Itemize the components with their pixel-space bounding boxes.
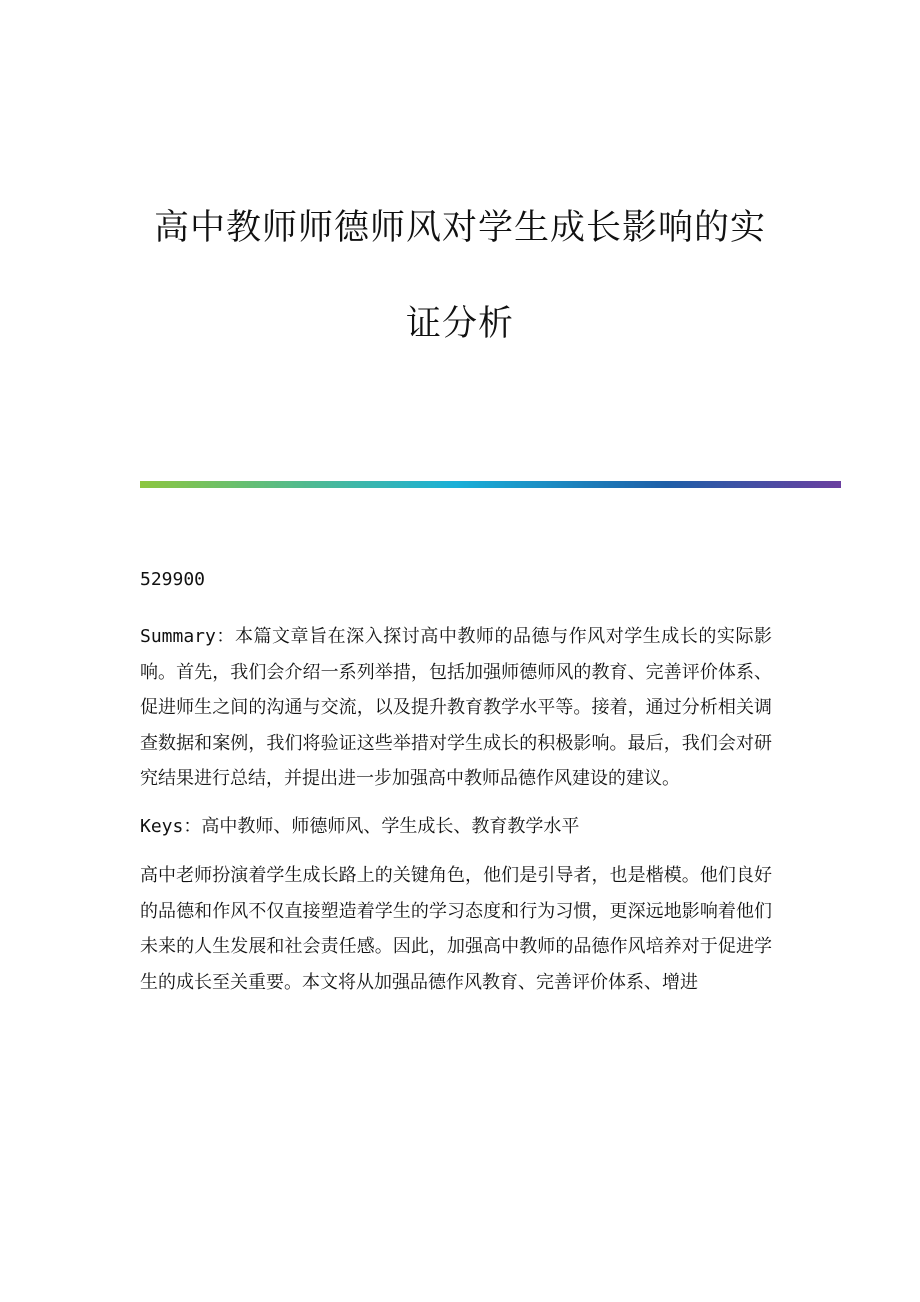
title-divider-rule: [140, 481, 841, 488]
title-line-2: 证分析: [405, 304, 514, 344]
summary-label: Summary：: [140, 626, 235, 647]
document-code: 529900: [140, 569, 206, 590]
keywords-line: [140, 809, 772, 845]
keys-text: 高中教师、师德师风、学生成长、教育教学水平: [201, 815, 580, 837]
keys-label: Keys：: [140, 815, 202, 837]
document-body: [140, 565, 772, 1012]
summary-paragraph: [140, 619, 772, 797]
summary-text: 本篇文章旨在深入探讨高中教师的品德与作风对学生成长的实际影响。首先，我们会介绍一系列举措，包括加强师德师风的教育、完善评价体系、促进师生之间的沟通与交流，以及提升教育教学水平等。接着，通过分析相关调查数据和案例，我们将验证这些举措对学生成长的积极影响。最后，我们会对研究结果进行总结，并提出进一步加强高中教师品德作风建设的建议。: [140, 626, 772, 789]
intro-paragraph: 高中老师扮演着学生成长路上的关键角色，他们是引导者，也是楷模。他们良好的品德和作风不仅直接塑造着学生的学习态度和行为习惯，更深远地影响着他们未来的人生发展和社会责任感。因此，加强高中教师的品德作风培养对于促进学生的成长至关重要。本文将从加强品德作风教育、完善评价体系、增进: [140, 865, 772, 993]
title-line-1: 高中教师师德师风对学生成长影响的实: [153, 208, 766, 248]
document-title: [0, 208, 920, 344]
